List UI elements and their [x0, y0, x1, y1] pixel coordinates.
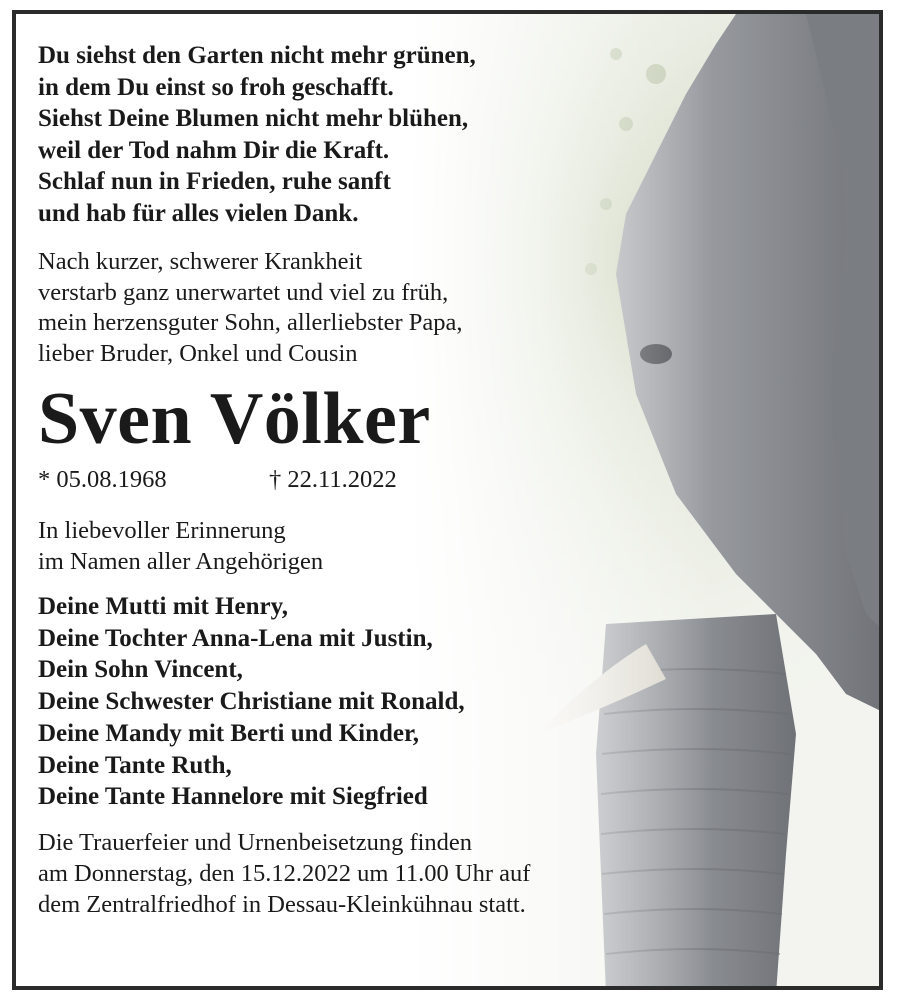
death-date: † 22.11.2022	[269, 466, 397, 493]
family-member: Deine Tochter Anna-Lena mit Justin,	[38, 624, 433, 652]
memory-text	[38, 515, 678, 577]
funeral-line: Die Trauerfeier und Urnenbeisetzung finden	[38, 828, 473, 856]
family-member: Deine Tante Hannelore mit Siegfried	[38, 783, 428, 811]
poem-line: und hab für alles vielen Dank.	[38, 199, 359, 227]
family-member: Deine Schwester Christiane mit Ronald,	[38, 688, 465, 716]
poem-line: weil der Tod nahm Dir die Kraft.	[38, 136, 390, 164]
family-list	[38, 591, 678, 813]
funeral-line: am Donnerstag, den 15.12.2022 um 11.00 Uhr auf	[38, 859, 531, 887]
obituary-content	[38, 40, 678, 920]
poem	[38, 40, 678, 229]
poem-line: in dem Du einst so froh geschafft.	[38, 73, 394, 101]
family-member: Dein Sohn Vincent,	[38, 656, 243, 684]
intro-line: verstarb ganz unerwartet und viel zu früh,	[38, 278, 449, 306]
family-member: Deine Mandy mit Berti und Kinder,	[38, 719, 420, 747]
life-dates	[38, 465, 678, 495]
poem-line: Du siehst den Garten nicht mehr grünen,	[38, 42, 476, 69]
poem-line: Schlaf nun in Frieden, ruhe sanft	[38, 168, 391, 195]
intro-text	[38, 247, 678, 369]
obituary-frame	[12, 10, 883, 990]
intro-line: lieber Bruder, Onkel und Cousin	[38, 339, 358, 367]
intro-line: Nach kurzer, schwerer Krankheit	[38, 248, 363, 275]
family-member: Deine Mutti mit Henry,	[38, 593, 288, 620]
deceased-name: Sven Völker	[38, 378, 431, 460]
funeral-notice	[38, 827, 698, 920]
memory-line: im Namen aller Angehörigen	[38, 548, 324, 575]
birth-date: * 05.08.1968	[38, 466, 167, 493]
memory-line: In liebevoller Erinnerung	[38, 517, 286, 544]
funeral-line: dem Zentralfriedhof in Dessau-Kleinkühnau statt.	[38, 890, 526, 918]
intro-line: mein herzensguter Sohn, allerliebster Papa,	[38, 309, 463, 336]
family-member: Deine Tante Ruth,	[38, 751, 232, 779]
poem-line: Siehst Deine Blumen nicht mehr blühen,	[38, 105, 469, 132]
